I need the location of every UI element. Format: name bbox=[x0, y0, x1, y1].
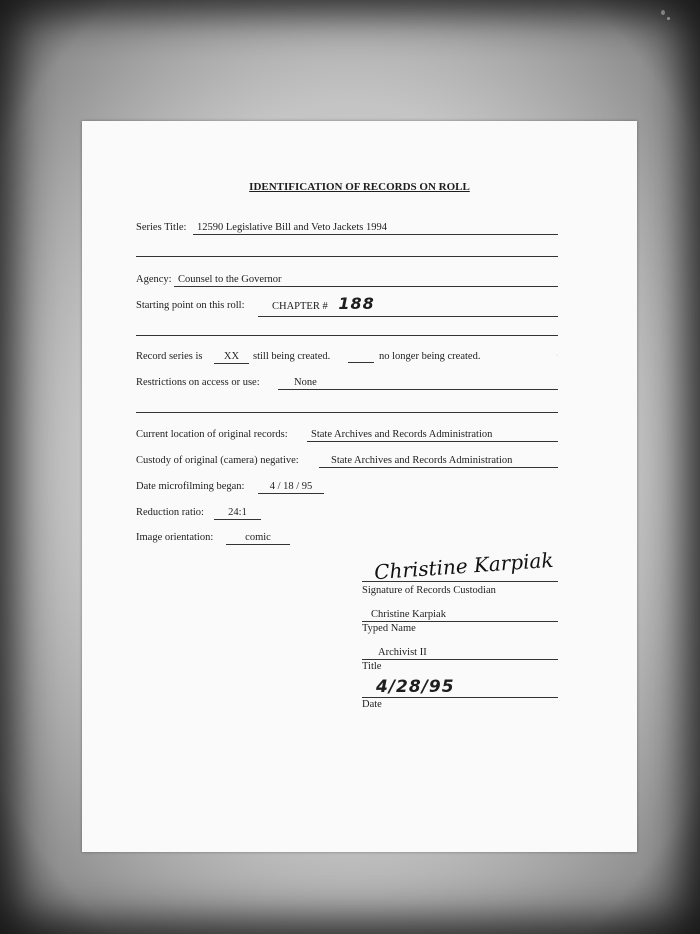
series-title-label: Series Title: bbox=[136, 222, 187, 233]
starting-point-extra-line bbox=[136, 335, 558, 336]
still-created-mark: XX bbox=[214, 350, 249, 364]
agency-label: Agency: bbox=[136, 274, 172, 285]
reduction-label: Reduction ratio: bbox=[136, 507, 204, 518]
series-title-extra-line bbox=[136, 256, 558, 257]
no-longer-text: no longer being created. bbox=[379, 351, 481, 362]
custody-value: State Archives and Records Administration bbox=[319, 454, 558, 468]
starting-point-value bbox=[258, 295, 558, 317]
series-title-value: 12590 Legislative Bill and Veto Jackets 1994 bbox=[193, 221, 558, 235]
starting-point-label: Starting point on this roll: bbox=[136, 300, 245, 311]
chapter-prefix: CHAPTER # bbox=[272, 301, 328, 312]
signature-line bbox=[362, 581, 558, 582]
orientation-value: comic bbox=[226, 531, 290, 545]
handwritten-signature: Christine Karpiak bbox=[373, 547, 555, 585]
chapter-number: 188 bbox=[338, 294, 375, 313]
record-series-label: Record series is bbox=[136, 351, 203, 362]
still-created-text: still being created. bbox=[253, 351, 331, 362]
date-began-value: 4 / 18 / 95 bbox=[258, 480, 324, 494]
restrictions-value: None bbox=[278, 376, 558, 390]
signature-label: Signature of Records Custodian bbox=[362, 585, 496, 596]
date-began-label: Date microfilming began: bbox=[136, 481, 245, 492]
restrictions-extra-line bbox=[136, 412, 558, 413]
restrictions-label: Restrictions on access or use: bbox=[136, 377, 260, 388]
title-value: Archivist II bbox=[362, 646, 558, 660]
typed-name-value: Christine Karpiak bbox=[362, 608, 558, 622]
agency-value: Counsel to the Governor bbox=[174, 273, 558, 287]
film-speck bbox=[556, 354, 558, 356]
film-speck bbox=[661, 10, 665, 15]
reduction-value: 24:1 bbox=[214, 506, 261, 520]
film-speck bbox=[667, 17, 670, 20]
current-location-value: State Archives and Records Administration bbox=[307, 428, 558, 442]
title-label: Title bbox=[362, 661, 382, 672]
form-title: IDENTIFICATION OF RECORDS ON ROLL bbox=[249, 181, 470, 193]
records-form-sheet bbox=[82, 121, 637, 852]
orientation-label: Image orientation: bbox=[136, 532, 214, 543]
custody-label: Custody of original (camera) negative: bbox=[136, 455, 299, 466]
date-value: 4/28/95 bbox=[362, 678, 558, 698]
typed-name-label: Typed Name bbox=[362, 623, 416, 634]
date-label: Date bbox=[362, 699, 382, 710]
no-longer-blank bbox=[348, 362, 374, 363]
current-location-label: Current location of original records: bbox=[136, 429, 288, 440]
